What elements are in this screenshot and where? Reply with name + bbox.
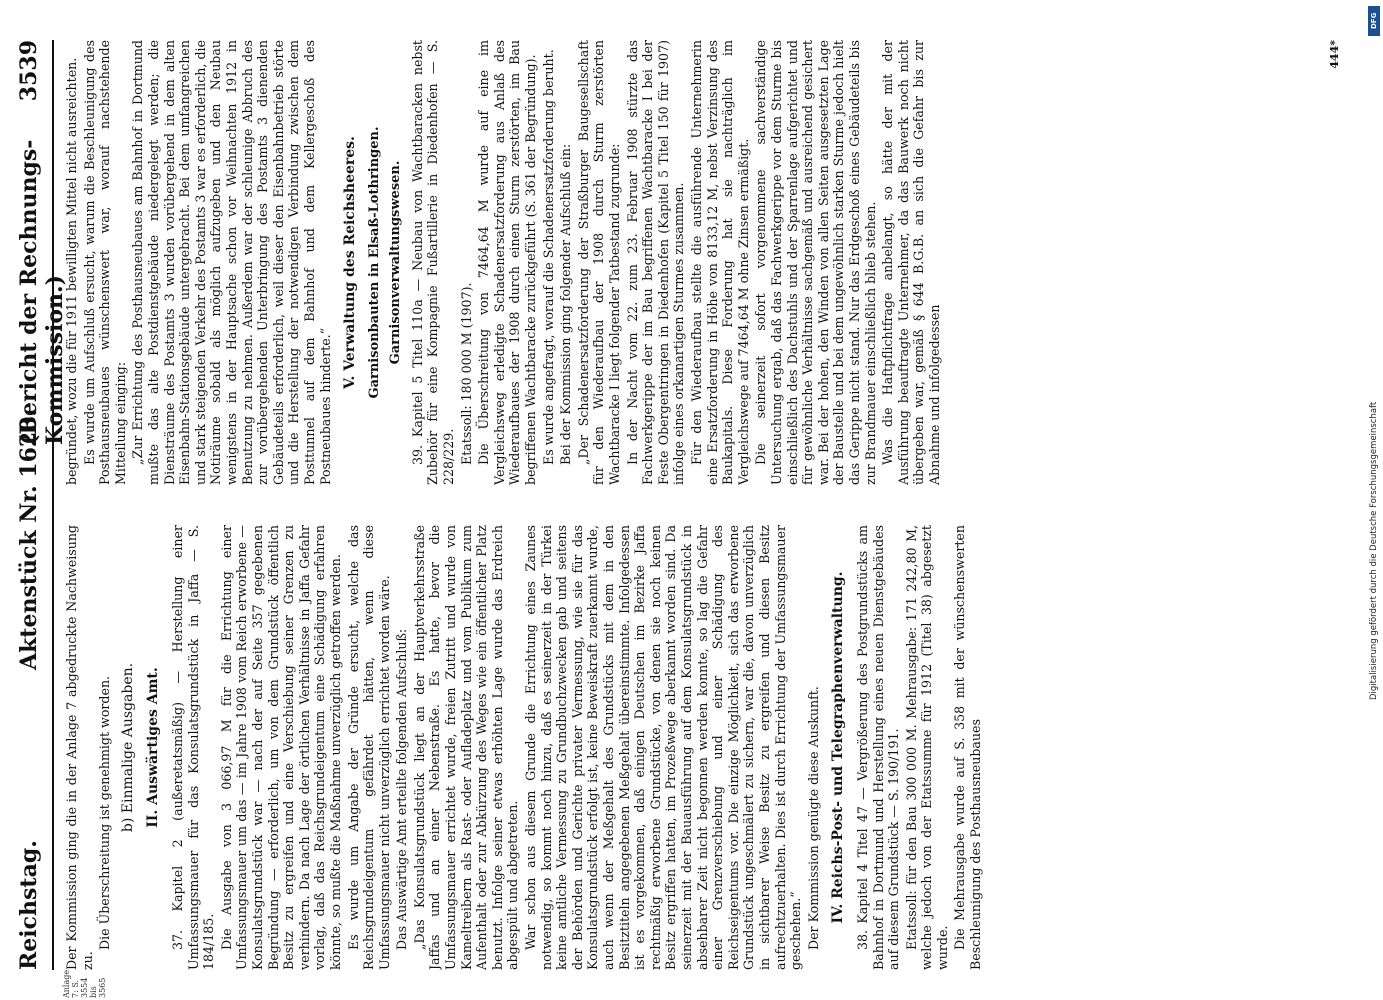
quote-paragraph: „Der Schadenersatzforderung der Straßburger Baugesellschaft für den Wiederaufbau der 1908 durch Sturm zerstörten Wachtbaracke I liegt folgender Tatbestand zugrunde:	[575, 40, 622, 485]
header-report-title: (Bericht der Rechnungs-Kommission.)	[16, 139, 68, 445]
section-heading: V. Verwaltung des Reichsheeres.	[342, 136, 359, 389]
page-number: 3539	[16, 40, 42, 102]
paragraph: Der Kommission ging die in der Anlage 7 abgedruckte Nachweisung zu.	[64, 525, 95, 970]
paragraph: begründet, wozu die für 1911 bewilligten Mittel nicht ausreichten.	[64, 57, 79, 485]
right-column	[64, 40, 1314, 485]
header-left: Reichstag.	[16, 840, 42, 970]
paragraph: Etatssoll: für den Bau 300 000 M. Mehrausgabe: 171 242,80 M, welche jedoch von der Etatssumme für 1912 (Titel 38) abgesetzt wurde.	[903, 525, 950, 970]
paragraph: Die Überschreitung von 7464,64 M wurde auf eine im Vergleichsweg erledigte Schadenersatzforderung aus Anlaß des Wiederaufbaues der 1908 durch einen Sturm zerstörten, im Bau begriffenen Wachtbaracke zurückgeführt (S. 361 der Begründung).	[476, 40, 539, 485]
paragraph: Etatssoll: 180 000 M (1907).	[458, 282, 474, 465]
quote-paragraph: In der Nacht vom 22. zum 23. Februar 1908 stürzte das Fachwerkgerippe der im Bau begriffenen Wachtbaracke I bei der Feste Obergentringen in Diedenhofen (Kapitel 5 Titel 150 für 1907) infolge eines orkanartigen Sturmes zusammen.	[624, 40, 687, 485]
subsection-heading: Garnisonverwaltungswesen.	[388, 160, 404, 365]
subsection-heading: Garnisonbauten in Elsaß-Lothringen.	[366, 126, 382, 399]
section-heading: IV. Reichs-Post- und Telegraphenverwaltung.	[830, 571, 847, 924]
paragraph: Es wurde angefragt, worauf die Schadenersatzforderung beruht.	[540, 49, 556, 465]
paragraph: Das Auswärtige Amt erteilte folgenden Aufschluß:	[394, 628, 410, 950]
paragraph: Die Mehrausgabe wurde auf S. 358 mit der wünschenswerten Beschleunigung des Posthausneubaues	[952, 525, 984, 970]
credit-text: Digitalisierung gefördert durch die Deutsche Forschungsgemeinschaft	[1369, 401, 1379, 700]
left-column	[64, 525, 1314, 970]
quote-paragraph: Für den Wiederaufbau stellte die ausführende Unternehmerin eine Ersatzforderung in Höhe von 8133,12 M, nebst Verzinsung des Baukapitals. Diese Forderung hat sie nachträglich im Vergleichswege auf 7464,64 M ohne Zinsen ermäßigt.	[688, 40, 751, 485]
digitization-credit	[1368, 0, 1380, 1000]
paragraph: Es wurde um Angabe der Gründe ersucht, welche das Reichsgrundeigentum gefährdet hätten, wenn diese Umfassungsmauer nicht unverzüglich errichtet worden wäre.	[345, 525, 392, 970]
signature-mark: 444*	[1328, 40, 1341, 69]
item-heading: 38. Kapitel 4 Titel 47 — Vergrößerung des Postgrundstücks am Bahnhof in Dortmund und Herstellung eines neuen Dienstgebäudes auf diesem Grundstück — S. 190/191.	[854, 525, 902, 970]
quote-paragraph: „Zur Errichtung des Posthausneubaues am Bahnhof in Dortmund mußte das alte Postdienstgebäude niedergelegt werden; die Diensträume des Postamts 3 wurden vorübergehend in dem alten Eisenbahn-Stationsgebäude untergebracht. Bei dem umfangreichen und stark steigenden Verkehr des Postamts 3 war es erforderlich, die Notiräume sobald als möglich aufzugeben und den Neubau wenigstens in der Hauptsache schon vor Weihnachten 1912 in Benutzung zu nehmen. Außerdem war der schleunige Abbruch des zur vorübergehenden Unterbringung des Postamts 3 dienenden Gebäudeteils erforderlich, weil dieser den Eisenbahnbetrieb störte und die Herstellung der notwendigen Verbindung zwischen dem Posttunnel auf dem Bahnhof und dem Kellergeschoß des Postneubaues hinderte.“	[130, 40, 333, 485]
quote-paragraph: Die seinerzeit sofort vorgenommene sachverständige Untersuchung ergab, daß das Fachwerkgerippe vor dem Sturme bis einschließlich des Dachstuhls und der Sparrenlage aufgerichtet und für gewöhnliche Verhältnisse sachgemäß und ausreichend gesichert war. Bei der hohen, den Winden von allen Seiten ausgesetzten Lage der Baustelle und bei dem ungewöhnlich starken Sturme jedoch hielt das Gerippe nicht stand. Nur das Erdgeschoß eines Gebäudeteils bis zur Brandmauer einschließlich blieb stehen.	[753, 40, 878, 485]
header-rule	[52, 40, 54, 970]
marginal-note: Anlage 7: S. 3554 bis 3565	[62, 969, 107, 998]
quote-paragraph: War schon aus diesem Grunde die Errichtung eines Zaunes notwendig, so kommt noch hinzu, daß es seinerzeit in der Türkei keine amtliche Vermessung zu Grundbuchzwecken gab und seitens der Behörden und Gerichte privater Vermessung, wie sie für das Konsulatsgrundstück erfolgt ist, keine Beweiskraft zuerkannt wurde, auch wenn der Meßgehalt des Grundstücks mit dem in den Besitztiteln angegebenen Meßgehalt übereinstimmte. Infolgedessen ist es vorgekommen, daß einigen Deutschen im Bezirke Jaffa rechtmäßig erworbene Grundstücke, von denen sie noch keinen Besitz ergriffen hatten, im Prozeßwege aberkannt worden sind. Da seinerzeit mit der Bauausführung auf dem Konsulatsgrundstück in absehbarer Zeit nicht begonnen werden konnte, so lag die Gefahr einer Grenzverschiebung und einer Schädigung des Reichseigentums vor. Die einzige Möglichkeit, sich das erworbene Grundstück ungeschmälert zu sichern, war die, davon unverzüglich in sichtbarer Weise Besitz zu ergreifen und diesen Besitz aufrechtzuerhalten. Dies ist durch Errichtung der Umfassungsmauer geschehen.“	[523, 525, 804, 970]
section-heading: b) Einmalige Ausgaben.	[119, 662, 136, 833]
quote-paragraph: Was die Haftpflichtfrage anbelangt, so hätte der mit der Ausführung beauftragte Unternehmer, da das Bauwerk noch nicht übergeben war, gemäß § 644 B.G.B. an sich die Gefahr bis zur Abnahme und infolgedessen	[880, 40, 942, 485]
paragraph: Bei der Kommission ging folgender Aufschluß ein:	[558, 143, 574, 465]
quote-paragraph: „Das Konsulatsgrundstück liegt an der Hauptverkehrsstraße Jaffas und an einer Nebenstraße. Es hatte, bevor die Umfassungsmauer errichtet wurde, freien Zutritt und wurde von Kameltreibern als Rast- oder Aufladeplatz und vom Publikum zum Aufenthalt oder zur Abkürzung des Weges wie ein öffentlicher Platz benutzt. Infolge seiner etwas erhöhten Lage wurde das Erdreich abgespült und abgetreten.	[411, 525, 521, 970]
page-header	[12, 40, 68, 970]
dfg-logo: DFG	[1368, 6, 1380, 36]
paragraph: Die Überschreitung ist genehmigt worden.	[97, 675, 113, 950]
item-heading: 39. Kapitel 5 Titel 110a — Neubau von Wachtbaracken nebst Zubehör für eine Kompagnie Fußartillerie in Diedenhofen — S. 228/229.	[409, 40, 457, 485]
header-document-number: Aktenstück Nr. 1620.	[16, 408, 42, 670]
paragraph: Es wurde um Aufschluß ersucht, warum die Beschleunigung des Posthausneubaues wünschenswert war, worauf nachstehende Mitteilung einging:	[81, 40, 128, 485]
item-heading: 37. Kapitel 2 (außeretatsmäßig) — Herstellung einer Umfassungsmauer für das Konsulatsgrundstück in Jaffa — S. 184/185.	[169, 525, 217, 970]
section-heading: II. Auswärtiges Amt.	[145, 667, 162, 828]
paragraph: Die Ausgabe von 3 066,97 M für die Errichtung einer Umfassungsmauer um das — im Jahre 1908 vom Reich erworbene — Konsulatsgrundstück war — nach der auf Seite 357 gegebenen Begründung — erforderlich, um von dem Grundstück öffentlich Besitz zu ergreifen und eine Verschiebung seiner Grenzen zu verhindern. Da nach Lage der örtlichen Verhältnisse in Jaffa Gefahr vorlag, daß das Reichsgrundeigentum eine Schädigung erfahren könnte, so mußte die Maßnahme unverzüglich getroffen werden.	[218, 525, 343, 970]
paragraph: Der Kommission genügte diese Auskunft.	[805, 686, 821, 950]
